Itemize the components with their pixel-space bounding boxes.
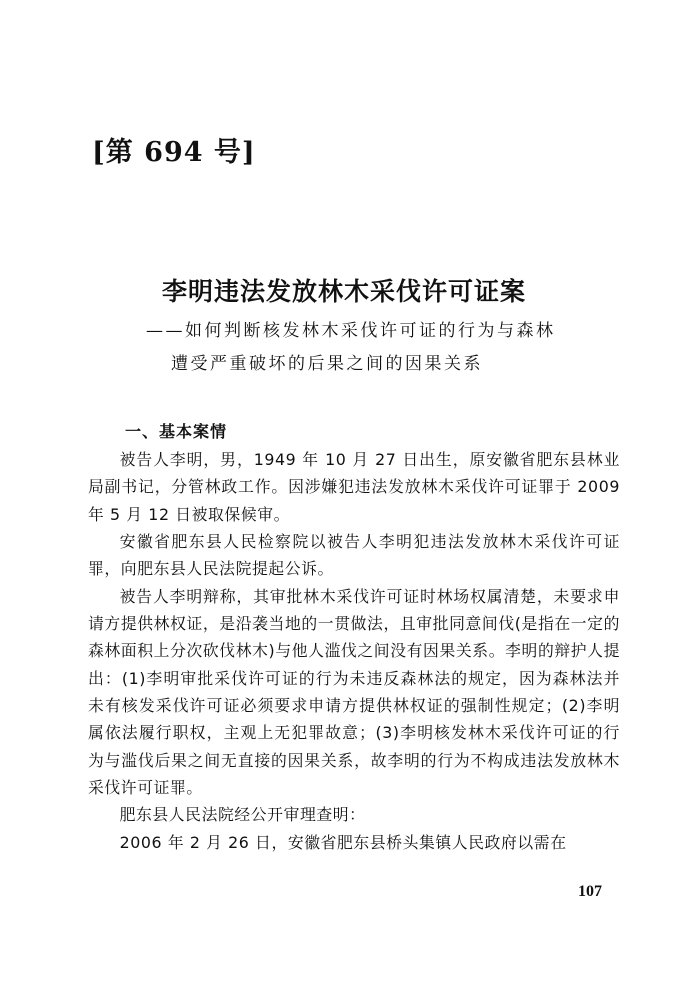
- body-text: [88, 446, 620, 856]
- subtitle-line-1: ——如何判断核发林木采伐许可证的行为与森林: [146, 321, 556, 341]
- case-title: 李明违法发放林木采伐许可证案: [161, 277, 526, 306]
- subtitle-line-2: 遭受严重破坏的后果之间的因果关系: [171, 354, 483, 374]
- paragraph-defendant-info: 被告人李明，男，1949 年 10 月 27 日出生，原安徽省肥东县林业局副书记，分管林政工作。因涉嫌犯违法发放林木采伐许可证罪于 2009 年 5 月 12 日被取保候审。: [88, 450, 620, 524]
- paragraph-prosecution: 安徽省肥东县人民检察院以被告人李明犯违法发放林木采伐许可证罪，向肥东县人民法院提起公诉。: [88, 532, 620, 579]
- paragraph-court-finding: 肥东县人民法院经公开审理查明：: [119, 805, 366, 825]
- paragraph-defense: 被告人李明辩称，其审批林木采伐许可证时林场权属清楚，未要求申请方提供林权证，是沿袭当地的一贯做法，且审批同意间伐(是指在一定的森林面积上分次砍伐林木)与他人滥伐之间没有因果关系。李明的辩护人提出：(1)李明审批采伐许可证的行为未违反森林法的规定，因为森林法并未有核发采伐许可证必须要求申请方提供林权证的强制性规定；(2)李明属依法履行职权，主观上无犯罪故意；(3)李明核发林木采伐许可证的行为与滥伐后果之间无直接的因果关系，故李明的行为不构成违法发放林木采伐许可证罪。: [88, 586, 620, 798]
- page-number: 107: [578, 883, 602, 900]
- case-number: [第 694 号]: [92, 137, 256, 168]
- paragraph-facts-start: 2006 年 2 月 26 日，安徽省肥东县桥头集镇人民政府以需在: [119, 832, 567, 852]
- section-heading: 一、基本案情: [125, 422, 228, 441]
